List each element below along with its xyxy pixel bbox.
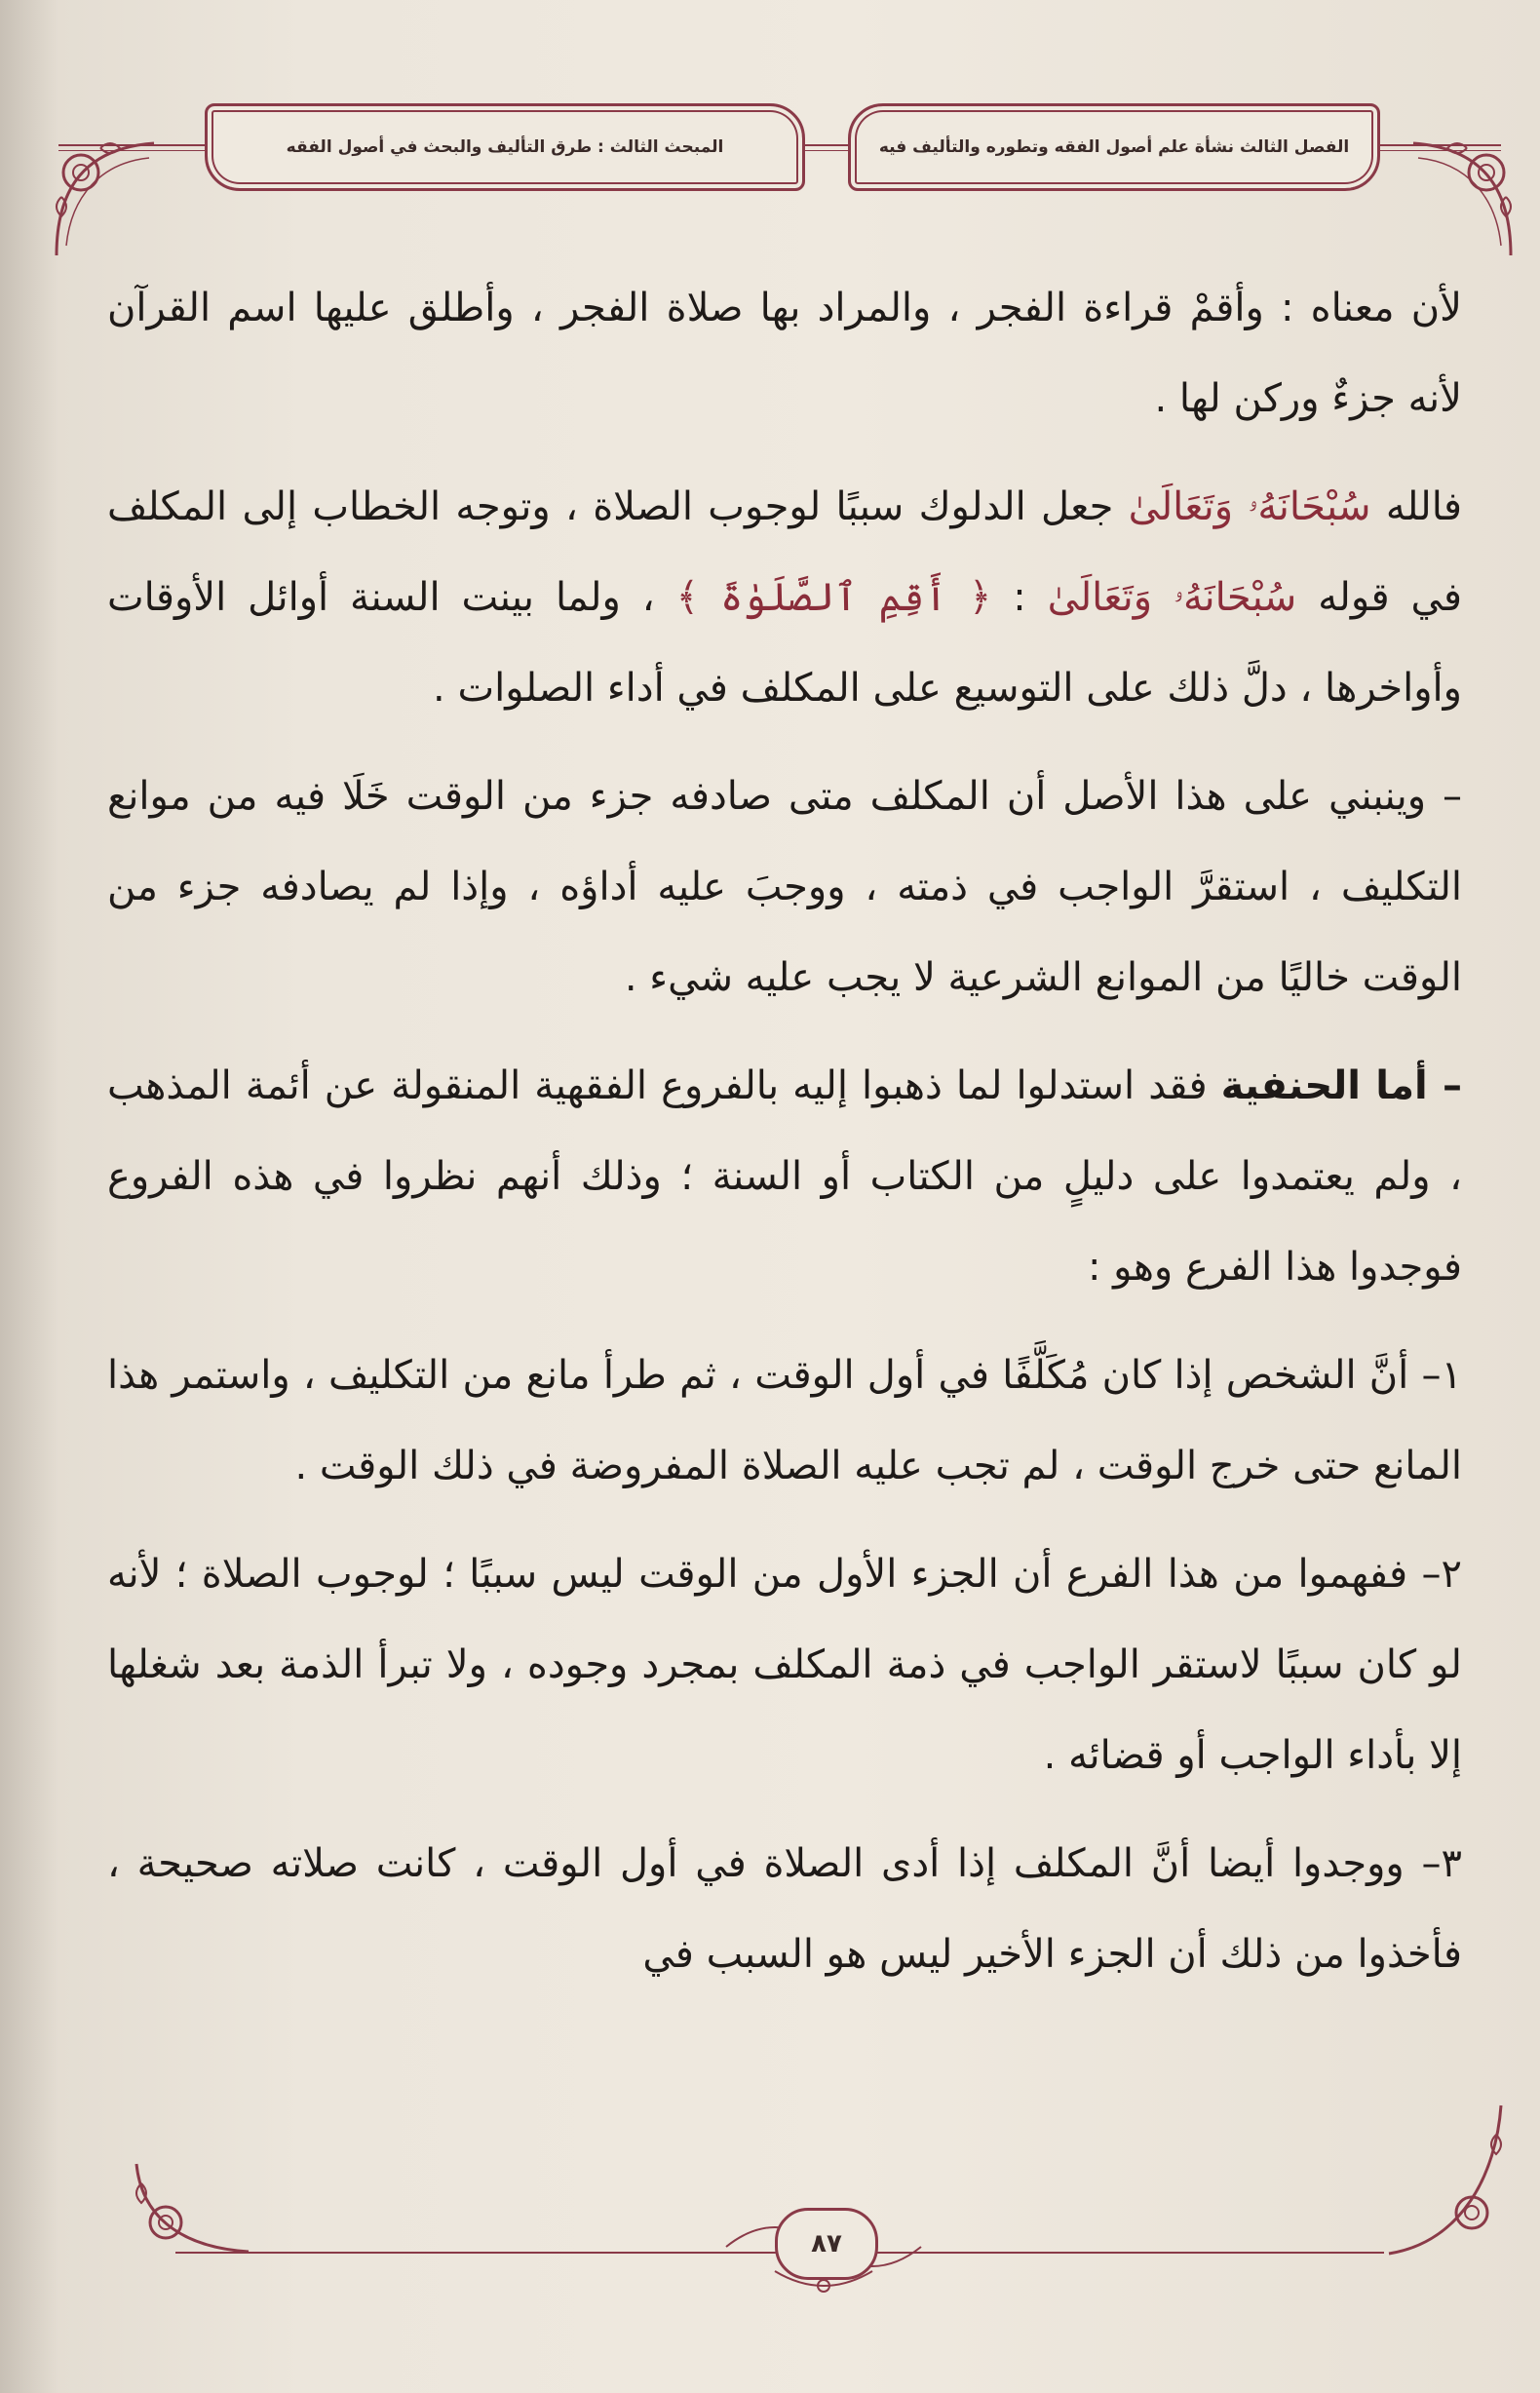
paragraph-4-rest: فقد استدلوا لما ذهبوا إليه بالفروع الفقهية المنقولة عن أئمة المذهب ، ولم يعتمدوا على دليلٍ من الكتاب أو السنة ؛ وذلك أنهم نظروا في هذه الفروع فوجدوا هذا الفرع وهو : [107, 1063, 1462, 1290]
body-text [107, 263, 1462, 2012]
paragraph-6: ٢– ففهموا من هذا الفرع أن الجزء الأول من الوقت ليس سببًا ؛ لوجوب الصلاة ؛ لأنه لو كان سببًا لاستقر الواجب في ذمة المكلف بمجرد وجوده ، ولا تبرأ الذمة بعد شغلها إلا بأداء الواجب أو قضائه . [107, 1552, 1462, 1778]
honorific-1: سُبْحَانَهُۥ وَتَعَالَىٰ [1128, 484, 1371, 529]
quran-quote: ﴿ أَقِمِ ٱلصَّلَوٰةَ ﴾ [675, 575, 992, 620]
chapter-title-box [848, 103, 1380, 191]
paragraph-7: ٣– ووجدوا أيضا أنَّ المكلف إذا أدى الصلاة في أول الوقت ، كانت صلاته صحيحة ، فأخذوا من ذلك أن الجزء الأخير ليس هو السبب في [107, 1841, 1462, 1977]
paragraph-1: لأن معناه : وأقمْ قراءة الفجر ، والمراد بها صلاة الفجر ، وأطلق عليها اسم القرآن لأنه جزءٌ وركن لها . [107, 286, 1462, 421]
hanafi-lead: – أما الحنفية [1220, 1063, 1463, 1108]
paragraph-2-text-d: ، ولما بينت السنة أوائل الأوقات وأواخرها ، دلَّ ذلك على التوسيع على المكلف في أداء الصلوات . [107, 575, 1462, 711]
paragraph-5: ١– أنَّ الشخص إذا كان مُكَلَّفًا في أول الوقت ، ثم طرأ مانع من التكليف ، واستمر هذا المانع حتى خرج الوقت ، لم تجب عليه الصلاة المفروضة في ذلك الوقت . [107, 1353, 1462, 1488]
corner-ornament-bottom-right-icon [1384, 2096, 1511, 2261]
paragraph-3: – وينبني على هذا الأصل أن المكلف متى صادفه جزء من الوقت خَلَا فيه من موانع التكليف ، استقرَّ الواجب في ذمته ، ووجبَ عليه أداؤه ، وإذا لم يصادفه جزء من الوقت خاليًا من الموانع الشرعية لا يجب عليه شيء . [107, 774, 1462, 1000]
paragraph-2-text-b: جعل الدلوك سببًا لوجوب الصلاة ، وتوجه الخطاب إلى المكلف في قوله [107, 484, 1463, 620]
paragraph-2-colon: : [1013, 575, 1026, 620]
honorific-2: سُبْحَانَهُۥ وَتَعَالَىٰ [1047, 575, 1297, 620]
chapter-title: الفصل الثالث نشأة علم أصول الفقه وتطوره والتأليف فيه [878, 137, 1350, 157]
corner-ornament-top-right-icon [1404, 129, 1521, 265]
page-number-text: ٨٧ [811, 2229, 842, 2258]
spine-shadow [0, 0, 58, 2393]
section-title: المبحث الثالث : طرق التأليف والبحث في أصول الفقه [286, 137, 724, 157]
corner-ornament-top-left-icon [47, 129, 164, 265]
paragraph-4 [107, 1041, 1462, 1313]
page-number [775, 2208, 878, 2280]
section-title-box [205, 103, 805, 191]
corner-ornament-bottom-left-icon [127, 2154, 253, 2261]
paragraph-2-text-a: فالله [1385, 484, 1463, 529]
paragraph-2 [107, 462, 1462, 734]
